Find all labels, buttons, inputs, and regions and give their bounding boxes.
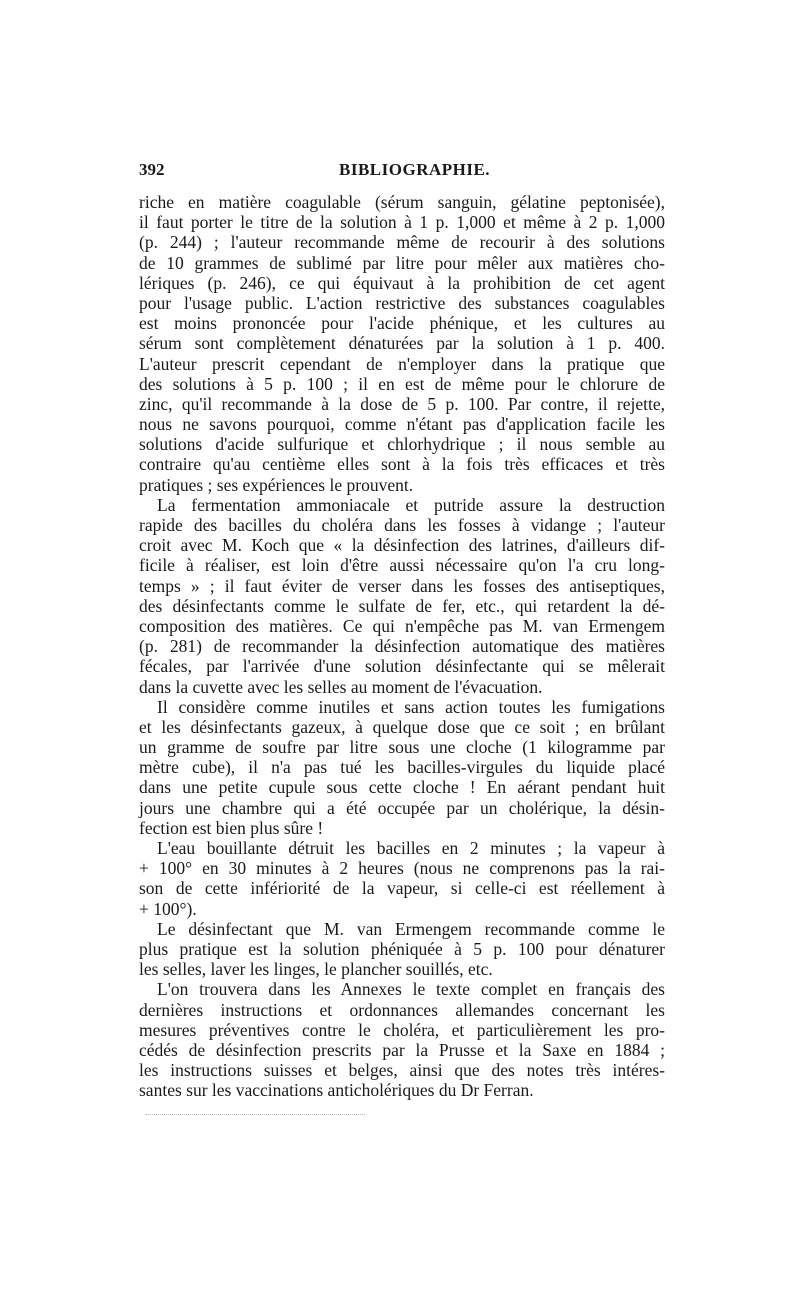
text-line: Il considère comme inutiles et sans action toutes les fumigations — [157, 696, 665, 717]
text-line: fection est bien plus sûre ! — [139, 817, 324, 838]
text-line: La fermentation ammoniacale et putride assure la destruction — [157, 494, 665, 515]
text-line: ficile à réaliser, est loin d'être aussi nécessaire qu'on l'a cru long- — [139, 555, 665, 576]
text-line: temps » ; il faut éviter de verser dans les fosses des antiseptiques, — [139, 575, 665, 596]
text-line: et les désinfectants gazeux, à quelque dose que ce soit ; en brûlant — [139, 716, 665, 737]
text-line: nous ne savons pourquoi, comme n'étant pas d'application facile les — [139, 414, 665, 435]
text-line: un gramme de soufre par litre sous une cloche (1 kilogramme par — [139, 737, 665, 758]
text-line: contraire qu'au centième elles sont à la fois très efficaces et très — [139, 454, 665, 475]
text-line: de 10 grammes de sublimé par litre pour mêler aux matières cho- — [139, 252, 665, 273]
text-line: rapide des bacilles du choléra dans les fosses à vidange ; l'auteur — [139, 515, 665, 535]
text-line: solutions d'acide sulfurique et chlorhydrique ; il nous semble au — [139, 434, 665, 455]
text-line: pratiques ; ses expériences le prouvent. — [139, 474, 414, 495]
text-line: dernières instructions et ordonnances allemandes concernant les — [139, 999, 665, 1020]
text-line: croit avec M. Koch que « la désinfection des latrines, d'ailleurs dif- — [139, 535, 665, 556]
text-line: plus pratique est la solution phéniquée à 5 p. 100 pour dénaturer — [139, 938, 665, 959]
text-line: zinc, qu'il recommande à la dose de 5 p. 100. Par contre, il rejette, — [139, 393, 665, 414]
text-line: pour l'usage public. L'action restrictive des substances coagulables — [139, 292, 665, 313]
text-line: il faut porter le titre de la solution à 1 p. 1,000 et même à 2 p. 1,000 — [139, 212, 665, 233]
text-line: riche en matière coagulable (sérum sanguin, gélatine peptonisée), — [139, 192, 665, 212]
text-line: (p. 281) de recommander la désinfection automatique des matières — [139, 636, 665, 657]
text-line: santes sur les vaccinations anticholériques du Dr Ferran. — [139, 1080, 534, 1101]
text-line: dans une petite cupule sous cette cloche ! En aérant pendant huit — [139, 777, 665, 798]
text-line: + 100°). — [139, 898, 197, 919]
bottom-rule — [145, 1114, 365, 1121]
text-line: lériques (p. 246), ce qui équivaut à la prohibition de cet agent — [139, 272, 665, 293]
text-line: jours une chambre qui a été occupée par un cholérique, la désin- — [139, 797, 665, 818]
running-title: BIBLIOGRAPHIE. — [339, 160, 491, 179]
text-line: fécales, par l'arrivée d'une solution désinfectante qui se mêlerait — [139, 656, 665, 677]
text-line: les instructions suisses et belges, ainsi que des notes très intéres- — [139, 1060, 665, 1081]
text-line: cédés de désinfection prescrits par la Prusse et la Saxe en 1884 ; — [139, 1039, 665, 1060]
page-number: 392 — [139, 160, 165, 179]
text-line: mètre cube), il n'a pas tué les bacilles-virgules du liquide placé — [139, 757, 665, 778]
text-line: L'eau bouillante détruit les bacilles en 2 minutes ; la vapeur à — [157, 838, 665, 858]
text-line: son de cette infériorité de la vapeur, si celle-ci est réellement à — [139, 878, 665, 899]
text-line: composition des matières. Ce qui n'empêche pas M. van Ermengem — [139, 615, 665, 636]
text-line: + 100° en 30 minutes à 2 heures (nous ne comprenons pas la rai- — [139, 858, 665, 879]
text-line: Le désinfectant que M. van Ermengem recommande comme le — [157, 918, 665, 939]
text-line: est moins prononcée pour l'acide phénique, et les cultures au — [139, 313, 665, 334]
text-line: L'on trouvera dans les Annexes le texte complet en français des — [157, 979, 665, 1000]
text-line: mesures préventives contre le choléra, et particulièrement les pro- — [139, 1019, 665, 1040]
text-line: dans la cuvette avec les selles au moment de l'évacuation. — [139, 676, 543, 697]
text-line: des solutions à 5 p. 100 ; il en est de même pour le chlorure de — [139, 373, 665, 394]
body-text — [139, 192, 665, 1100]
text-line: (p. 244) ; l'auteur recommande même de recourir à des solutions — [139, 232, 665, 253]
page-header — [139, 160, 669, 184]
text-line: sérum sont complètement dénaturées par la solution à 1 p. 400. — [139, 333, 665, 354]
text-line: les selles, laver les linges, le plancher souillés, etc. — [139, 959, 493, 980]
text-line: L'auteur prescrit cependant de n'employer dans la pratique que — [139, 353, 665, 374]
text-line: des désinfectants comme le sulfate de fer, etc., qui retardent la dé- — [139, 595, 665, 616]
